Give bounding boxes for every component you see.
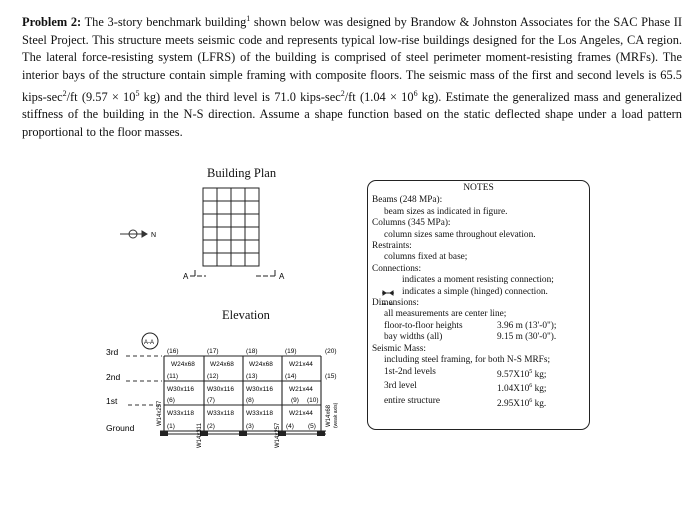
notes-connections-heading: Connections: bbox=[372, 263, 422, 274]
notes-title: NOTES bbox=[463, 183, 494, 193]
notes-mass-heading: Seismic Mass: bbox=[372, 343, 426, 354]
node-label: (16) bbox=[167, 348, 179, 355]
node-label: (15) bbox=[325, 373, 337, 380]
notes-restraints-heading: Restraints: bbox=[372, 241, 412, 252]
node-label: (12) bbox=[207, 373, 219, 380]
level-ground: Ground bbox=[106, 423, 135, 433]
node-label: (7) bbox=[207, 397, 215, 404]
notes-dim-widths bbox=[372, 332, 585, 343]
dim-heights-value: 3.96 m (13'-0"); bbox=[497, 320, 557, 331]
node-label: (19) bbox=[285, 348, 297, 355]
column-label-note: (weak axis) bbox=[333, 402, 339, 428]
notes-beams-heading: Beams (248 MPa): bbox=[372, 195, 443, 206]
dim-widths-key: bay widths (all) bbox=[384, 332, 443, 343]
plan-section-a-right: A bbox=[279, 272, 285, 281]
elevation-title: Elevation bbox=[222, 308, 270, 322]
beam-label: W33x118 bbox=[207, 410, 234, 417]
beam-label: W30x116 bbox=[167, 386, 194, 393]
notes-columns-heading: Columns (345 MPa): bbox=[372, 218, 451, 229]
node-label: (6) bbox=[167, 397, 175, 404]
mass-3-exp: 6 bbox=[529, 383, 533, 389]
notes-mass-12 bbox=[372, 367, 585, 382]
problem-label: Problem 2: bbox=[22, 15, 82, 30]
mass-12-value bbox=[497, 367, 547, 382]
building-plan-grid bbox=[203, 188, 259, 266]
node-label: (8) bbox=[246, 397, 254, 404]
notes-dimensions-heading: Dimensions: bbox=[372, 298, 420, 309]
mass-3-num: 1.04X10 bbox=[497, 384, 530, 395]
node-label: (11) bbox=[167, 373, 179, 380]
column-label: W14x257 bbox=[157, 400, 163, 426]
dim-widths-value: 9.15 m (30'-0"). bbox=[497, 332, 557, 343]
node-label: (3) bbox=[246, 423, 254, 430]
beam-label: W21x44 bbox=[289, 361, 313, 368]
sup-1: 2 bbox=[62, 88, 67, 98]
mass-12-key: 1st-2nd levels bbox=[384, 366, 436, 377]
notes-mass-3 bbox=[372, 381, 585, 396]
beam-label: W24x68 bbox=[249, 361, 273, 368]
column-label: W14x68 bbox=[326, 404, 332, 427]
notes-connection-simple: indicates a simple (hinged) connection. bbox=[402, 286, 548, 297]
beam-label: W21x44 bbox=[289, 386, 313, 393]
beam-label: W33x118 bbox=[246, 410, 273, 417]
node-label: (20) bbox=[325, 348, 337, 355]
north-label: N bbox=[151, 232, 157, 239]
mass-12-exp: 5 bbox=[529, 368, 533, 375]
beam-label: W30x116 bbox=[207, 386, 234, 393]
level-1st: 1st bbox=[106, 396, 118, 406]
notes-dim-heights bbox=[372, 321, 585, 332]
notes-mass-text: including steel framing, for both N-S MRFs; bbox=[384, 355, 551, 366]
problem-text-4: kg) and the third level is 71.0 kips-sec bbox=[139, 89, 341, 104]
notes-beams-text: beam sizes as indicated in figure. bbox=[384, 206, 508, 217]
plan-section-marks bbox=[190, 270, 275, 276]
level-dashes bbox=[126, 356, 162, 405]
mass-12-num: 9.57X10 bbox=[497, 369, 530, 380]
sup-4: 6 bbox=[413, 88, 418, 98]
problem-text-1: The 3-story benchmark building bbox=[81, 15, 247, 30]
notes-restraints-text: columns fixed at base; bbox=[384, 252, 468, 263]
mass-12-unit: kg; bbox=[532, 369, 547, 380]
plan-section-a-left: A bbox=[183, 272, 189, 281]
level-2nd: 2nd bbox=[106, 372, 121, 382]
node-label: (2) bbox=[207, 423, 215, 430]
level-3rd: 3rd bbox=[106, 347, 119, 357]
problem-text-3: /ft (9.57 × 10 bbox=[66, 89, 136, 104]
beam-label: W24x68 bbox=[171, 361, 195, 368]
north-arrow-icon bbox=[120, 230, 147, 238]
node-label: (17) bbox=[207, 348, 219, 355]
beam-label: W24x68 bbox=[210, 361, 234, 368]
problem-text-2: shown below was designed by Brandow & Johnston Associates for the SAC Phase II Steel Project. This structure meets seismic code and represents typical low-rise buildings designed for the Los Angeles, CA region. The lateral force-resisting system (LFRS) of the building is comprised of steel perimeter moment-resisting frames (MRFs). The interior bays of the structure contain simple framing with composite floors. The seismic mass of the first and second levels is 65.5 kips-sec bbox=[22, 15, 682, 104]
beam-label: W33x118 bbox=[167, 410, 194, 417]
notes-connection-moment: indicates a moment resisting connection; bbox=[402, 275, 554, 286]
node-label: (9) bbox=[291, 397, 299, 404]
mass-total-num: 2.95X10 bbox=[497, 398, 530, 409]
mass-total-exp: 6 bbox=[529, 397, 533, 404]
footnote-marker: 1 bbox=[246, 14, 251, 23]
mass-total-key: entire structure bbox=[384, 395, 441, 406]
node-label: (13) bbox=[246, 373, 258, 380]
node-label: (5) bbox=[308, 423, 316, 430]
notes-dimensions-text: all measurements are center line; bbox=[384, 309, 507, 320]
node-label: (4) bbox=[286, 423, 294, 430]
mass-3-key: 3rd level bbox=[384, 381, 417, 391]
mass-total-unit: kg. bbox=[532, 398, 547, 409]
problem-text-6: kg). Estimate the generalized mass and generalized stiffness of the building in the N-S direction. Assume a shape function based on the static deflected shape under a load pattern proportional to the floor masses. bbox=[22, 89, 683, 139]
dim-heights-key: floor-to-floor heights bbox=[384, 320, 463, 331]
notes-columns-text: column sizes same throughout elevation. bbox=[384, 229, 536, 240]
node-label: (18) bbox=[246, 348, 258, 355]
notes-box bbox=[367, 180, 590, 430]
problem-text-5: /ft (1.04 × 10 bbox=[344, 89, 414, 104]
mass-3-unit: kg; bbox=[532, 384, 547, 395]
node-label: (14) bbox=[285, 373, 297, 380]
notes-mass-total bbox=[372, 396, 585, 411]
mass-3-value bbox=[497, 381, 547, 396]
beam-label: W21x44 bbox=[289, 410, 313, 417]
mass-total-value bbox=[497, 396, 546, 411]
sup-2: 5 bbox=[135, 88, 140, 98]
node-label: (1) bbox=[167, 423, 175, 430]
column-label: W14x311 bbox=[197, 423, 203, 448]
node-label: (10) bbox=[307, 397, 319, 404]
column-label: W14x257 bbox=[275, 422, 281, 448]
sup-3: 2 bbox=[340, 88, 345, 98]
section-tag: A-A bbox=[144, 340, 155, 346]
building-plan-title: Building Plan bbox=[207, 166, 277, 180]
beam-label: W30x116 bbox=[246, 386, 273, 393]
